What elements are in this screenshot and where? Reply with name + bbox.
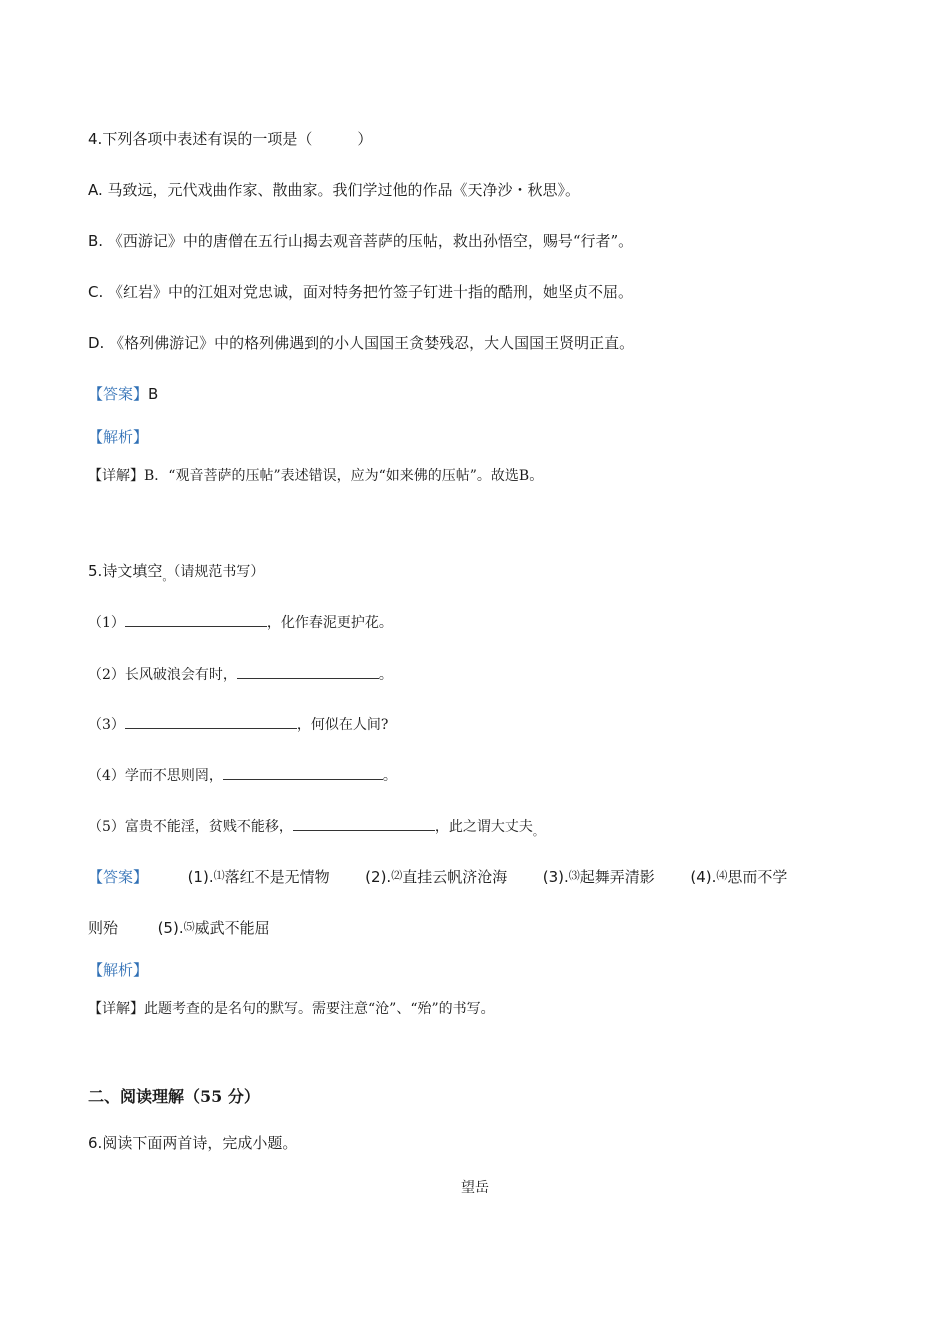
answer-num: (1). bbox=[187, 868, 214, 886]
fill-blank[interactable] bbox=[125, 714, 297, 729]
answer-label: 【答案】 bbox=[88, 868, 149, 886]
item-number: （5） bbox=[88, 819, 125, 835]
detail-text: 【详解】此题考查的是名句的默写。需要注意“沧”、“殆”的书写。 bbox=[88, 1001, 495, 1017]
detail-text: 【详解】B．“观音菩萨的压帖”表述错误，应为“如来佛的压帖”。故选B。 bbox=[88, 468, 544, 484]
q5-item-1 bbox=[88, 612, 393, 633]
q4-option-c bbox=[88, 282, 633, 302]
poem-title-text: 望岳 bbox=[461, 1180, 489, 1196]
q4-answer bbox=[88, 384, 158, 404]
answer-text: 起舞弄清影 bbox=[579, 868, 655, 886]
q4-stem-text: 下列各项中表述有误的一项是（ ） bbox=[102, 130, 373, 148]
option-text: 《西游记》中的唐僧在五行山揭去观音菩萨的压帖，救出孙悟空，赐号“行者”。 bbox=[107, 232, 634, 250]
q5-item-3 bbox=[88, 714, 388, 735]
q4-option-a bbox=[88, 180, 580, 200]
q5-item-2 bbox=[88, 664, 393, 685]
q5-item-4 bbox=[88, 765, 397, 786]
option-text: 《红岩》中的江姐对党忠诚，面对特务把竹签子钉进十指的酷刑，她坚贞不屈。 bbox=[108, 283, 634, 301]
item-number: （3） bbox=[88, 717, 125, 733]
item-after: 。 bbox=[382, 768, 397, 784]
answer-text: 落红不是无情物 bbox=[224, 868, 330, 886]
poem-title bbox=[0, 1177, 950, 1197]
answer-circle: ⑴ bbox=[213, 869, 225, 882]
option-letter: C. bbox=[88, 283, 104, 301]
q6-stem-text: 阅读下面两首诗，完成小题。 bbox=[102, 1134, 298, 1152]
q5-number: 5. bbox=[88, 562, 103, 580]
answer-circle: ⑶ bbox=[568, 869, 580, 882]
answer-circle: ⑷ bbox=[716, 869, 728, 882]
q6-number: 6. bbox=[88, 1134, 103, 1152]
answer-num: (4). bbox=[690, 868, 717, 886]
q4-detail bbox=[88, 466, 543, 486]
answer-num: (2). bbox=[365, 868, 392, 886]
item-after: ，此之谓大丈夫 bbox=[434, 819, 533, 835]
fill-blank[interactable] bbox=[223, 765, 383, 780]
item-number: （2） bbox=[88, 667, 125, 683]
q5-stem-note: （请规范书写） bbox=[173, 564, 265, 580]
answer-text: 思而不学 bbox=[727, 868, 788, 886]
item-dot: 。 bbox=[532, 825, 544, 838]
item-before: 长风破浪会有时， bbox=[124, 667, 237, 683]
answer-num: (5). bbox=[157, 919, 184, 937]
answer-wrap-text: 则殆 bbox=[88, 919, 119, 937]
item-number: （4） bbox=[88, 768, 125, 784]
option-letter: B. bbox=[88, 232, 104, 250]
q4-option-b bbox=[88, 231, 633, 251]
q4-stem bbox=[88, 129, 372, 149]
section-heading-text: 二、阅读理解（55 分） bbox=[88, 1087, 260, 1106]
q5-answer-continued bbox=[88, 917, 270, 938]
q5-answer bbox=[88, 866, 787, 887]
item-before: 富贵不能淫，贫贱不能移， bbox=[124, 819, 293, 835]
answer-num: (3). bbox=[542, 868, 569, 886]
analysis-label: 【解析】 bbox=[88, 961, 149, 979]
q5-stem-text: 诗文填空 bbox=[102, 562, 163, 580]
q5-detail bbox=[88, 999, 495, 1019]
section-heading bbox=[88, 1087, 260, 1107]
q4-number: 4. bbox=[88, 130, 103, 148]
fill-blank[interactable] bbox=[125, 612, 267, 627]
option-text: 马致远，元代戏曲作家、散曲家。我们学过他的作品《天净沙・秋思》。 bbox=[107, 181, 581, 199]
item-after: 。 bbox=[378, 667, 393, 683]
answer-text: 威武不能屈 bbox=[194, 919, 270, 937]
item-before: 学而不思则罔， bbox=[124, 768, 223, 784]
answer-circle: ⑸ bbox=[183, 920, 195, 933]
item-after: ，化作春泥更护花。 bbox=[266, 615, 393, 631]
answer-text: 直挂云帆济沧海 bbox=[402, 868, 508, 886]
analysis-label: 【解析】 bbox=[88, 428, 149, 446]
q5-item-5 bbox=[88, 816, 544, 842]
item-number: （1） bbox=[88, 615, 125, 631]
option-text: 《格列佛游记》中的格列佛遇到的小人国国王贪婪残忍，大人国国王贤明正直。 bbox=[109, 334, 635, 352]
q4-analysis-label bbox=[88, 427, 148, 447]
fill-blank[interactable] bbox=[293, 816, 435, 831]
item-after: ，何似在人间? bbox=[296, 717, 389, 733]
q6-stem bbox=[88, 1133, 297, 1153]
answer-label: 【答案】 bbox=[88, 385, 149, 403]
q4-option-d bbox=[88, 333, 634, 353]
q5-analysis-label bbox=[88, 960, 148, 980]
q5-stem bbox=[88, 561, 264, 587]
option-letter: D. bbox=[88, 334, 105, 352]
fill-blank[interactable] bbox=[237, 664, 379, 679]
q5-stem-dot: 。 bbox=[162, 570, 174, 583]
answer-value: B bbox=[148, 385, 159, 403]
answer-circle: ⑵ bbox=[391, 869, 403, 882]
option-letter: A. bbox=[88, 181, 103, 199]
